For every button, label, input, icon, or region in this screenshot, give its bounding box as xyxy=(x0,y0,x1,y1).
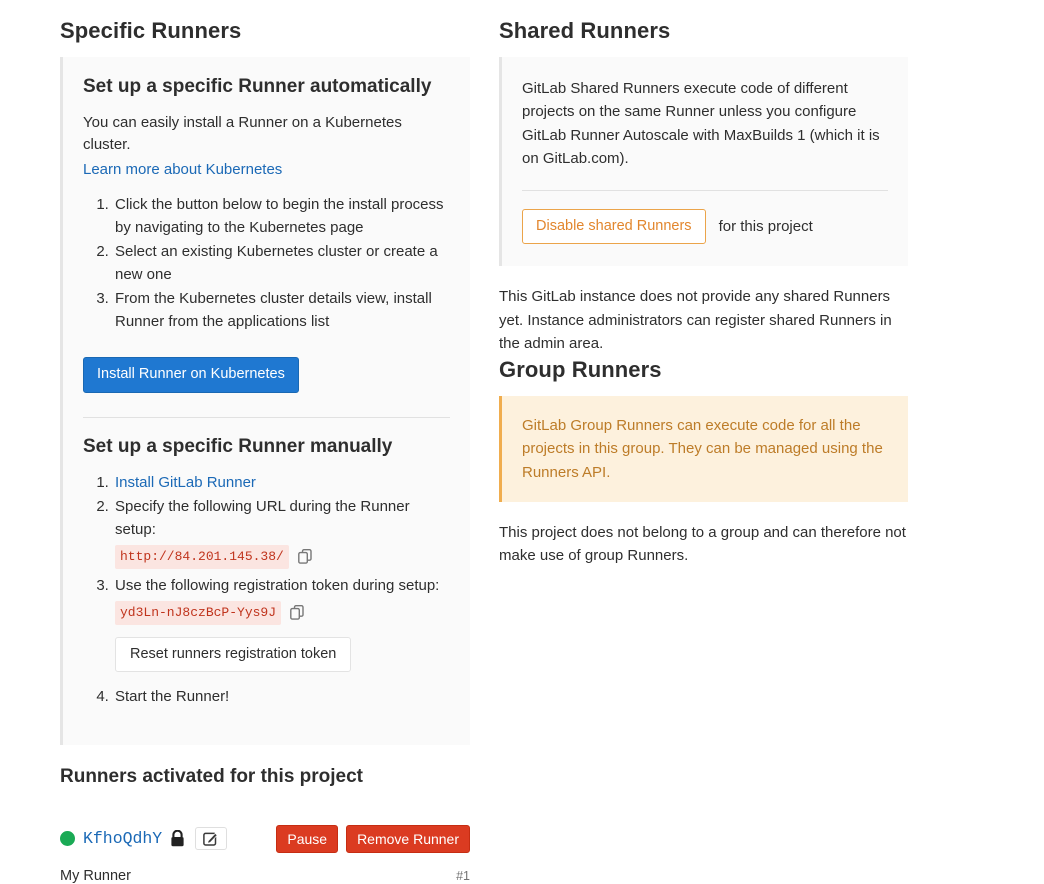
runner-actions xyxy=(276,825,470,854)
registration-token-line xyxy=(115,601,450,625)
activated-runners-heading: Runners activated for this project xyxy=(60,765,364,787)
lock-icon xyxy=(170,830,185,847)
shared-group-runners-column xyxy=(499,16,908,884)
manual-setup-steps xyxy=(83,472,450,709)
runner-identity xyxy=(60,827,227,850)
manual-setup-heading: Set up a specific Runner manually xyxy=(83,435,393,457)
runner-id: #1 xyxy=(456,869,470,884)
runner-token-link[interactable]: KfhoQdhY xyxy=(83,829,163,849)
auto-setup-steps xyxy=(83,194,450,333)
auto-setup-intro xyxy=(83,112,450,180)
shared-card-divider xyxy=(522,190,888,191)
manual-step-3 xyxy=(113,575,450,672)
group-runners-callout: GitLab Group Runners can execute code for all the projects in this group. They can be managed using the Runners API. xyxy=(499,396,908,502)
group-runners-title: Group Runners xyxy=(499,357,662,383)
copy-icon xyxy=(298,549,312,564)
runner-row xyxy=(60,825,470,854)
disable-shared-runners-button[interactable]: Disable shared Runners xyxy=(522,209,706,244)
manual-step-2 xyxy=(113,496,450,569)
runner-name: My Runner xyxy=(60,868,131,884)
manual-step-4: 4. Start the Runner! xyxy=(113,686,450,709)
registration-token-code: yd3Ln-nJ8czBcP-Yys9J xyxy=(115,601,281,625)
group-runners-note: This project does not belong to a group and can therefore not make use of group Runners. xyxy=(499,523,906,565)
coordinator-url-line xyxy=(115,545,450,569)
card-bottom-spacer xyxy=(83,711,450,725)
shared-runners-title: Shared Runners xyxy=(499,18,671,43)
edit-runner-button[interactable] xyxy=(195,827,227,850)
runner-online-status-icon xyxy=(60,831,75,846)
auto-step-3: 3. From the Kubernetes cluster details view, install Runner from the applications list xyxy=(113,288,450,333)
coordinator-url-code: http://84.201.145.38/ xyxy=(115,545,289,569)
reset-token-wrap xyxy=(115,637,450,672)
auto-setup-heading: Set up a specific Runner automatically xyxy=(83,76,432,97)
edit-pencil-icon xyxy=(203,831,219,846)
auto-step-2: 2. Select an existing Kubernetes cluster or create a new one xyxy=(113,241,450,286)
copy-icon xyxy=(290,605,304,620)
shared-runners-card xyxy=(499,57,908,266)
manual-step-1 xyxy=(113,472,450,495)
pause-runner-button[interactable]: Pause xyxy=(276,825,338,854)
card-divider xyxy=(83,417,450,418)
disable-shared-row xyxy=(522,209,888,244)
install-gitlab-runner-link[interactable]: Install GitLab Runner xyxy=(115,473,256,491)
runner-meta-row xyxy=(60,868,470,884)
specific-runner-setup-card xyxy=(60,57,470,745)
reset-registration-token-button[interactable]: Reset runners registration token xyxy=(115,637,351,672)
install-runner-kubernetes-button[interactable]: Install Runner on Kubernetes xyxy=(83,357,299,392)
manual-step-3-text: Use the following registration token during setup: xyxy=(115,576,440,594)
copy-token-button[interactable] xyxy=(290,605,304,620)
remove-runner-button[interactable]: Remove Runner xyxy=(346,825,470,854)
auto-step-1: 1. Click the button below to begin the install process by navigating to the Kubernetes page xyxy=(113,194,450,239)
auto-setup-intro-text: You can easily install a Runner on a Kubernetes cluster. xyxy=(83,114,402,153)
manual-step-2-text: Specify the following URL during the Runner setup: xyxy=(115,498,410,538)
specific-runners-title: Specific Runners xyxy=(60,18,242,43)
copy-url-button[interactable] xyxy=(298,549,312,564)
shared-runners-description: GitLab Shared Runners execute code of different projects on the same Runner unless you configure GitLab Runner Autoscale with MaxBuilds 1 (which it is on GitLab.com). xyxy=(522,80,880,167)
shared-runners-note: This GitLab instance does not provide any shared Runners yet. Instance administrators can register shared Runners in the admin area. xyxy=(499,288,892,352)
learn-more-kubernetes-link[interactable]: Learn more about Kubernetes xyxy=(83,160,283,178)
specific-runners-column xyxy=(60,16,470,884)
disable-shared-suffix: for this project xyxy=(718,218,813,236)
